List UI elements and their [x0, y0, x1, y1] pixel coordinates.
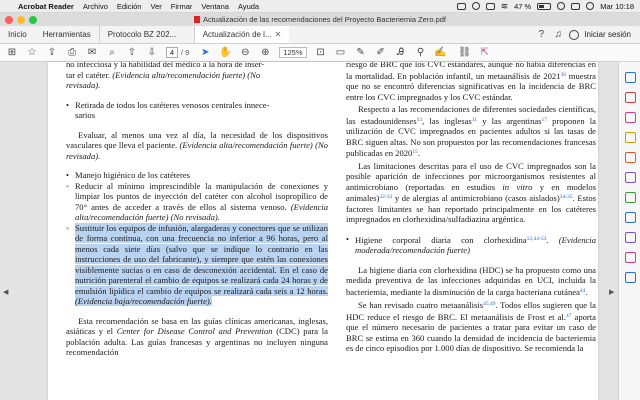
text-line: [66, 70, 328, 81]
comment-icon[interactable]: ▭: [335, 46, 346, 58]
right-tools-panel: [618, 62, 640, 400]
evidence-text: (Evidencia alta/recomendación fuerte): [112, 69, 246, 80]
draw-icon[interactable]: ✐: [376, 46, 385, 58]
protect-tool-icon[interactable]: [625, 232, 636, 243]
search-icon[interactable]: ⌕: [109, 46, 115, 58]
reference-link[interactable]: 17: [541, 116, 548, 123]
fit-page-icon[interactable]: ⊡: [316, 46, 325, 58]
more-tools-icon[interactable]: [625, 272, 636, 283]
battery-percent: 47 %: [514, 1, 532, 11]
paragraph-text: y en modelos animales): [346, 181, 596, 203]
menu-ventana[interactable]: Ventana: [201, 1, 229, 11]
main-toolbar: [0, 44, 640, 62]
reference-link[interactable]: 45,49: [483, 301, 496, 307]
hand-tool-icon[interactable]: ✋: [219, 46, 232, 58]
paragraph-text: . Estos factores limitantes se han reportado principalmente en los catéteres impregnados en clorhexidina/sulfadiazina argéntica.: [346, 193, 597, 224]
paragraph: [66, 130, 328, 162]
tab-document-actualizacion[interactable]: [194, 26, 289, 43]
user-avatar-icon[interactable]: [569, 30, 579, 40]
paragraph-text: . Todos ellos sugieren que la HDC reduce el riesgo de BRC. El metaanálisis de Frost et al.: [346, 300, 596, 322]
paragraph-text: , las inglesas: [422, 115, 472, 126]
next-page-icon[interactable]: ⇩: [147, 46, 157, 58]
organize-pages-tool-icon[interactable]: [625, 192, 636, 203]
sign-icon[interactable]: ✍: [434, 46, 447, 58]
page-left-column: [66, 62, 328, 358]
bluetooth-icon[interactable]: [486, 3, 495, 10]
tab-document-label: Protocolo BZ 202...: [107, 30, 177, 39]
text-line: [66, 62, 328, 70]
paragraph: [346, 161, 596, 225]
pdf-page: [48, 62, 598, 400]
reference-link[interactable]: 30: [560, 71, 567, 78]
paragraph-text: in vitro: [502, 181, 533, 192]
menu-archivo[interactable]: Archivo: [82, 1, 108, 11]
paragraph-text: La higiene diaria con clorhexidina (HDC) se ha propuesto como una medida preventiva de las infecciones adquiridas en UCI, incluida la bacteriemia, mediante la disminución de la carga bacteriana cutánea: [346, 264, 596, 297]
highlighted-text[interactable]: Sustituir los equipos de infusión, alargaderas y conectores que se utilizan de forma continua, con una frecuencia no inferior a 96 horas, pero al menos cada siete días (salvo que se indique lo contrario en las instrucciones de uso del fabricante), y siempre que estén las conexiones visiblemente sucias o en caso de desconexión accidental. En el caso de nutrición parenteral el cambio de equipos se realizará cada 24 horas y de emulsión lipídica el cambio de equipos se realizará cada seis a 12 horas.: [75, 222, 328, 296]
paragraph-text: (CDC) para la población adulta. Las guías francesas y argentinas no incluyen ninguna recomendación: [66, 326, 328, 357]
paragraph-text: Center for Disease Control and Prevention: [116, 326, 273, 336]
text-icon[interactable]: Ꭿ: [396, 46, 405, 58]
menu-ayuda[interactable]: Ayuda: [237, 1, 260, 11]
sub-bullet-item: [66, 181, 328, 223]
paragraph-text: riesgo de BRC que los CVC estándares, aunque no había diferencias en la mortalidad. En población infantil, un metaanálisis de 2021: [346, 62, 596, 81]
tab-document-label: Actualización de l...: [202, 30, 272, 39]
select-cursor-icon[interactable]: ➤: [201, 46, 210, 58]
paragraph: [66, 316, 328, 358]
sub-bullet-text: Reducir al mínimo imprescindible la manipulación de conexiones y limpiar los puntos de inyección del catéter con alcohol isopropílico de 70° antes de acceder a través de ellos al sistema venoso.: [75, 180, 328, 212]
paragraph: [346, 299, 596, 354]
bullet-text: Higiene corporal diaria con clorhexidina: [355, 234, 527, 245]
reference-link[interactable]: 34-35: [559, 194, 573, 200]
paragraph-text: muestra que no se encontró diferencias significativas en la incidencia de BRC entre los CVC impregnados y los CVC estándar.: [346, 70, 596, 102]
spotlight-icon[interactable]: [557, 2, 565, 10]
bullet-item: [346, 234, 596, 256]
collapse-left-panel-icon[interactable]: ◀: [3, 289, 9, 296]
send-for-signature-tool-icon[interactable]: [625, 252, 636, 263]
window-title: [0, 15, 640, 24]
paragraph: [346, 62, 596, 102]
zoom-in-icon[interactable]: ⊕: [261, 46, 270, 58]
text: no infecciosa y la habilidad del médico a la hora de inser-: [66, 62, 265, 69]
reference-link[interactable]: 47: [565, 312, 572, 319]
create-pdf-tool-icon[interactable]: [625, 152, 636, 163]
paragraph-text: proponen la utilización de CVC impregnados en pacientes adultos si las tasas de BRC siguen altas. No son propuestos por las recomendaciones francesas publicadas en 2020: [346, 115, 596, 158]
sub-bullet-item-highlighted: [66, 223, 328, 307]
bullet-text: sarios: [75, 110, 96, 120]
paragraph-text: .: [417, 148, 421, 158]
cloud-status-icon[interactable]: [457, 3, 466, 10]
paragraph-text: Se han revisado cuatro metaanálisis: [358, 300, 484, 310]
menu-clock[interactable]: Mar 10:18: [600, 1, 634, 11]
export-pdf-tool-icon[interactable]: [625, 92, 636, 103]
edit-pdf-tool-icon[interactable]: [625, 112, 636, 123]
paragraph-text: Respecto a las recomendaciones de diferentes sociedades científicas, las estadounidenses: [346, 104, 596, 126]
bullet-item: • Manejo higiénico de los catéteres: [66, 170, 328, 181]
help-icon[interactable]: ?: [538, 28, 545, 40]
reference-link[interactable]: 12,44-53: [526, 235, 547, 242]
zoom-select[interactable]: 125%: [279, 47, 306, 58]
bullet-item: [66, 100, 328, 121]
tab-document-protocolo[interactable]: [99, 26, 194, 43]
wifi-icon[interactable]: ≋: [500, 0, 509, 11]
share-link-icon[interactable]: ⛓: [458, 46, 471, 58]
tab-bar: [0, 26, 640, 44]
zoom-out-icon[interactable]: ⊖: [241, 46, 250, 58]
reference-link[interactable]: 13: [416, 116, 423, 123]
page-total: / 9: [181, 48, 190, 57]
window-title-text: Actualización de las recomendaciones del Proyecto Bacteriemia Zero.pdf: [202, 15, 447, 24]
create-pdf-icon[interactable]: ⊞: [7, 46, 17, 58]
reference-link[interactable]: 44: [579, 287, 586, 294]
paragraph-text: Evaluar, al menos una vez al día, la necesidad de los dispositivos vasculares que lleva el paciente.: [66, 129, 328, 150]
bullet-text: Retirada de todos los catéteres venosos centrales innece-: [75, 99, 270, 110]
document-viewport[interactable]: [0, 62, 618, 400]
pdf-file-icon: [194, 16, 200, 23]
sign-in-button[interactable]: Iniciar sesión: [584, 30, 631, 39]
share-icon[interactable]: ⇱: [480, 46, 489, 58]
menu-app-name[interactable]: Acrobat Reader: [18, 1, 74, 11]
highlight-pen-icon[interactable]: ✎: [356, 46, 365, 58]
close-tab-icon[interactable]: ✕: [274, 30, 282, 39]
previous-page-icon[interactable]: ⇧: [127, 46, 137, 58]
page-number-input[interactable]: 4: [166, 47, 178, 58]
tab-home[interactable]: Inicio: [8, 30, 27, 39]
stamp-icon[interactable]: ⚲: [416, 46, 425, 58]
paragraph-text: Esta recomendación se basa en las guías clínicas americanas, inglesas, asiáticas y el: [66, 315, 328, 336]
scan-ocr-tool-icon[interactable]: [625, 212, 636, 223]
tab-tools[interactable]: Herramientas: [42, 30, 91, 39]
text: tar el catéter.: [66, 69, 113, 80]
paragraph: [346, 104, 596, 159]
page-right-column: [346, 62, 596, 354]
control-center-icon[interactable]: [571, 3, 580, 10]
email-icon[interactable]: ✉: [87, 46, 97, 58]
combine-files-tool-icon[interactable]: [625, 172, 636, 183]
paragraph-text: .: [585, 286, 588, 297]
collapse-right-panel-icon[interactable]: ▶: [609, 289, 615, 296]
battery-icon[interactable]: [537, 3, 551, 10]
fill-sign-tool-icon[interactable]: [625, 72, 636, 83]
paragraph-text: y de alergias al antimicrobiano (casos aislados): [392, 193, 560, 203]
siri-icon[interactable]: [586, 2, 594, 10]
reference-link[interactable]: 11: [471, 116, 478, 123]
paragraph: [346, 265, 596, 298]
time-machine-icon[interactable]: [472, 2, 480, 10]
upload-icon[interactable]: ⇪: [47, 46, 57, 58]
comment-tool-icon[interactable]: [625, 132, 636, 143]
reference-link[interactable]: 32-33: [379, 194, 393, 200]
text: (No: [245, 69, 261, 80]
macos-menu-bar: [0, 0, 640, 13]
text-line: revisada).: [66, 80, 101, 90]
evidence-text: (Evidencia alta/recomendación fuerte) (No revisada).: [66, 140, 328, 161]
print-icon[interactable]: ⎙: [68, 46, 76, 58]
menu-ver[interactable]: Ver: [150, 1, 162, 11]
paragraph-text: y las argentinas: [477, 115, 542, 126]
evidence-text: (Evidencia alta/recomendación fuerte) (No revisada).: [75, 201, 328, 222]
notifications-icon[interactable]: ♫: [554, 28, 563, 40]
highlighted-evidence-text[interactable]: (Evidencia baja/recomendación fuerte).: [75, 296, 212, 306]
menu-edicion[interactable]: Edición: [116, 1, 142, 11]
paragraph-text: Las limitaciones descritas para el uso de CVC impregnados son la posible aparición de infecciones por microorganismos resistentes al antimicrobiano (reportadas en estudios: [346, 160, 596, 192]
menu-firmar[interactable]: Firmar: [170, 1, 193, 11]
reference-link[interactable]: 15: [412, 149, 418, 155]
paragraph-text: aporta que el número necesario de pacientes a tratar para evitar un caso de BRC se estima en 360 cuando la densidad de incidencia de bacteriemia es de cinco episodios por 1.000 días de dispositivo. Se recomienda la: [346, 311, 596, 353]
evidence-text: . (Evidencia moderada/recomendación fuerte): [355, 234, 596, 255]
bookmark-star-icon[interactable]: ☆: [27, 46, 37, 58]
window-title-bar: [0, 13, 640, 26]
